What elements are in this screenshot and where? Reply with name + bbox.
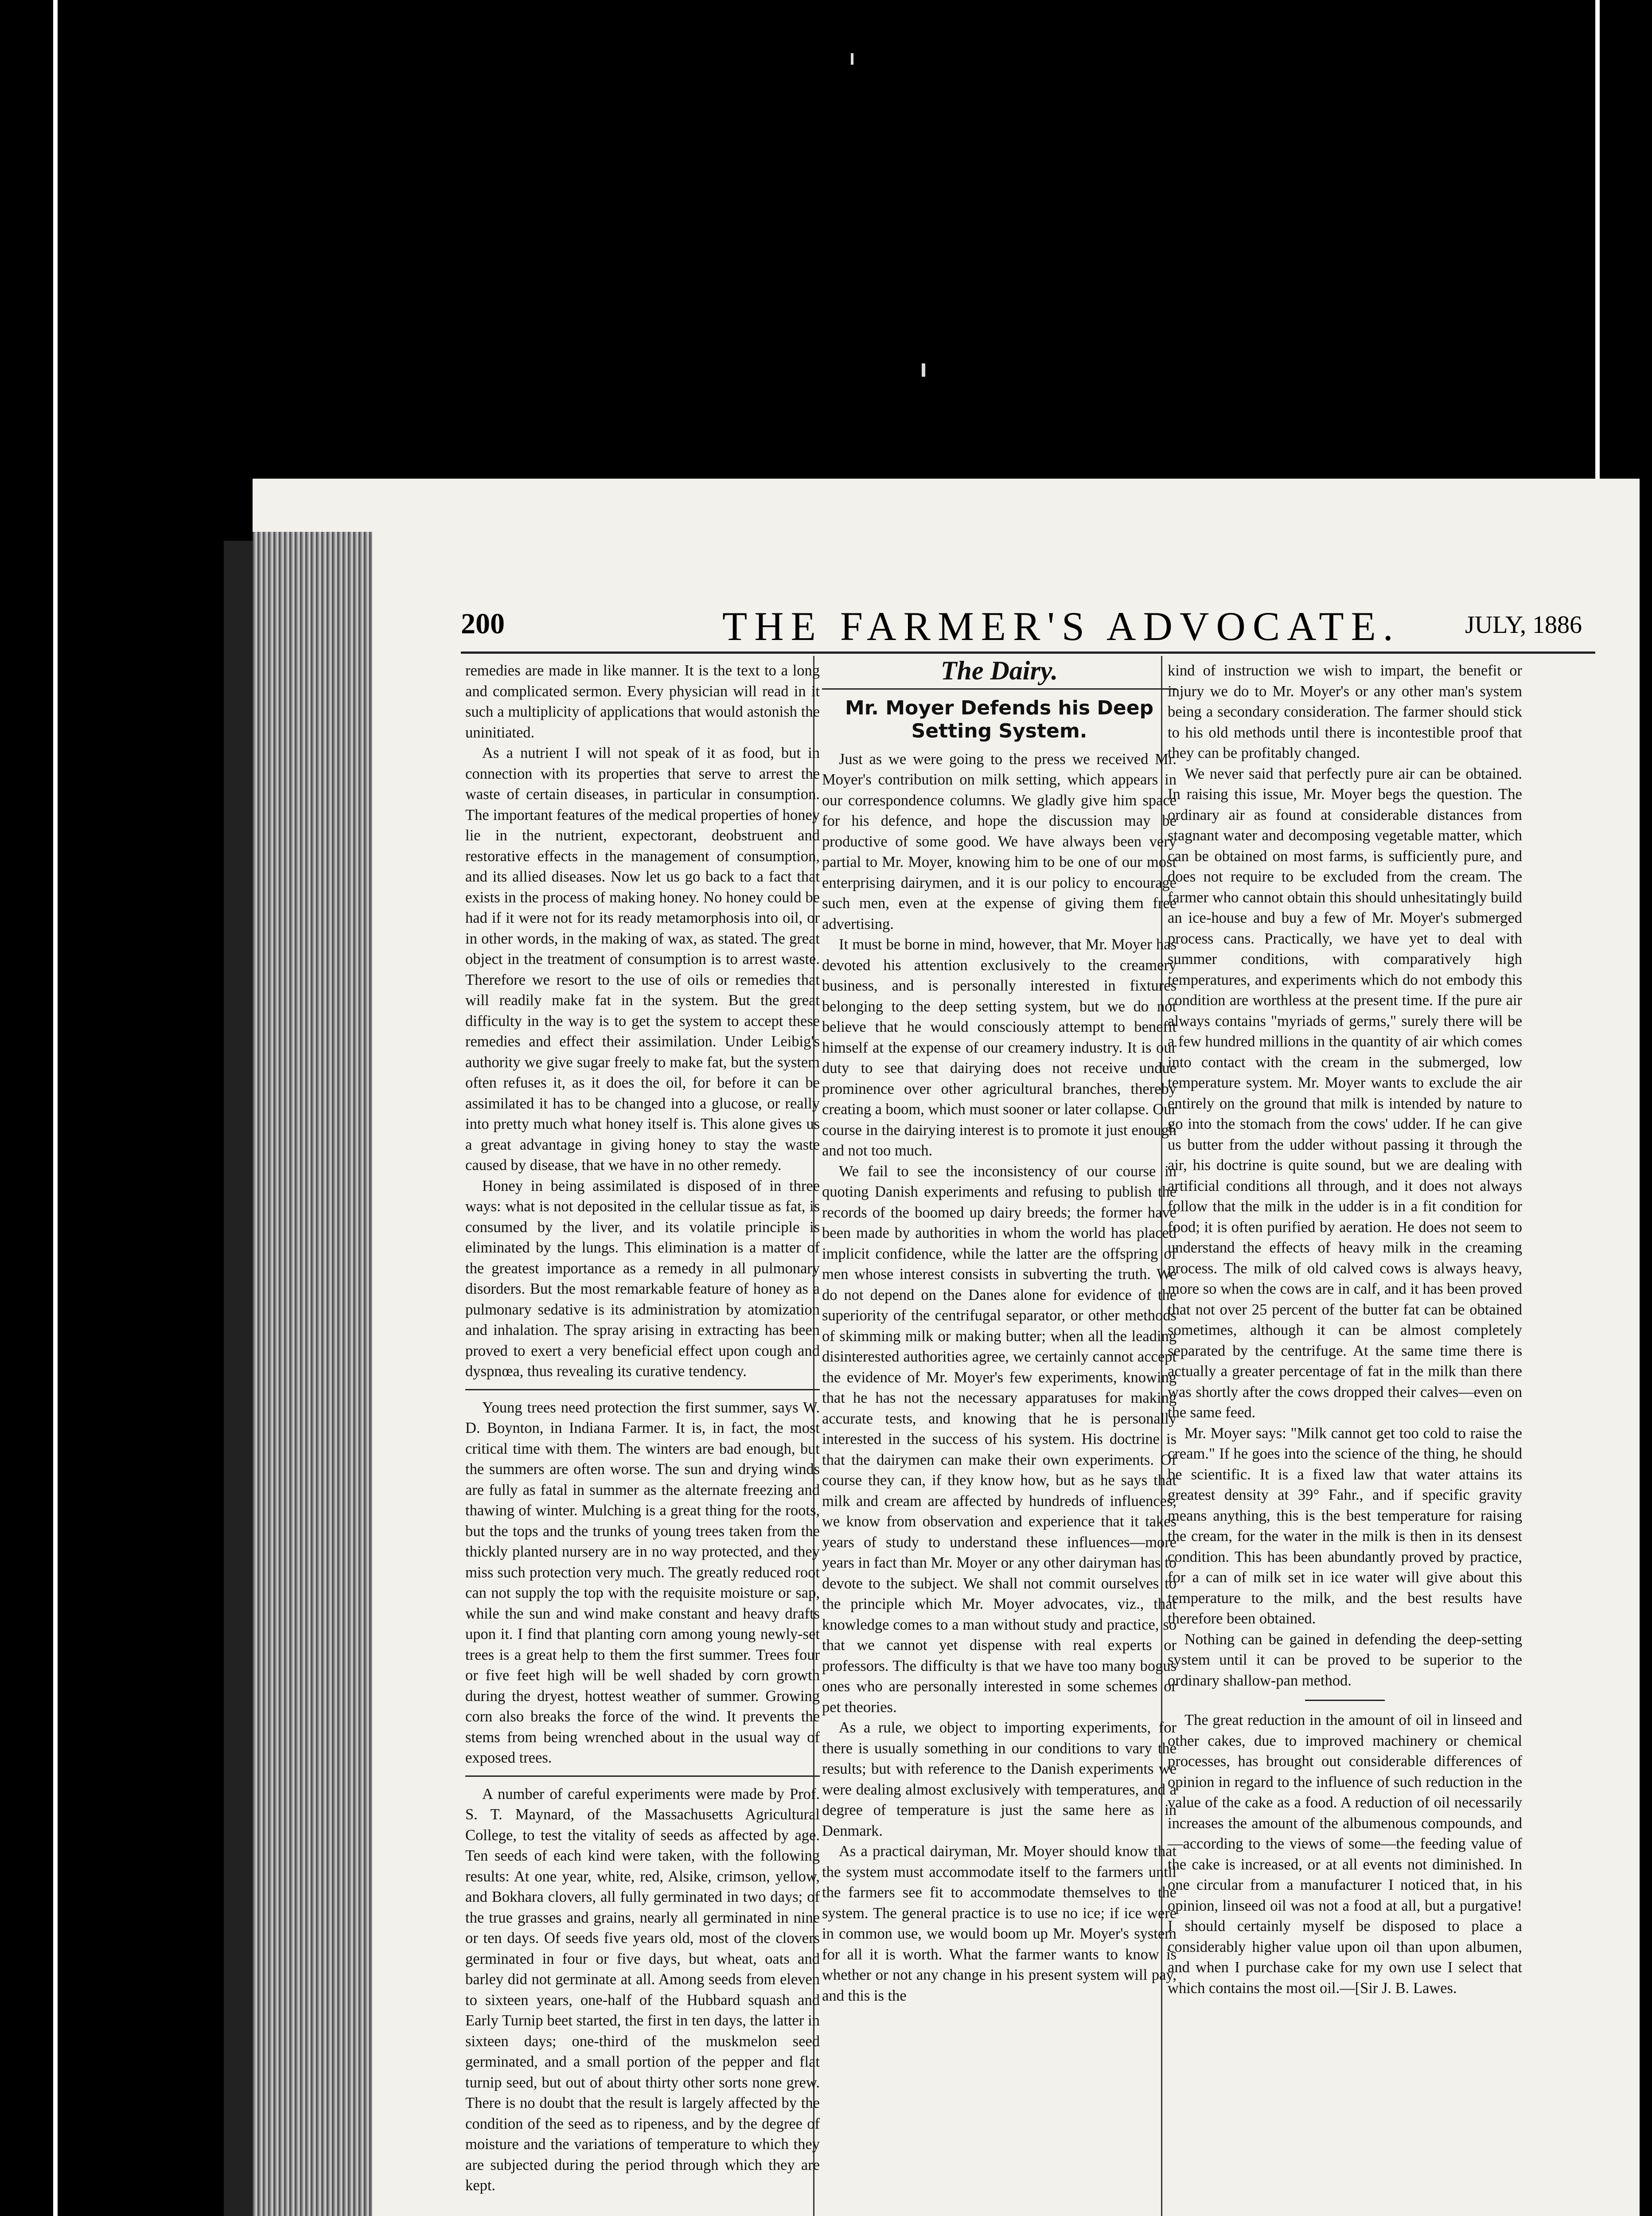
paragraph: A number of careful experiments were made by Prof. S. T. Maynard, of the Massachusetts Agricultural College, to test the vitality of seeds as affected by age. Ten seeds of each kind were taken, with the following results: At one year, white, red, Alsike, crimson, yellow, and Bokhara clovers, all fully germinated in two days; of the true grasses and grains, nearly all germinated in nine or ten days. Of seeds five years old, most of the clovers germinated in four or five days, but wheat, oats and barley did not germinate at all. Among seeds from eleven to sixteen years, one-half of the Hubbard squash and Early Turnip beet started, the first in ten days, the latter in sixteen days; one-third of the muskmelon seed germinated, and a small portion of the pepper and flat turnip seed, but out of about thirty other sorts none grew. There is no doubt that the result is largely affected by the condition of the seed as to ripeness, and by the degree of moisture and the variations of temperature to which they are subjected during the period through which they are kept. [465, 1785, 820, 2194]
journal-title: THE FARMER'S ADVOCATE. [722, 604, 1400, 649]
paragraph: We never said that perfectly pure air can be obtained. In raising this issue, Mr. Moyer begs the question. The ordinary air as found at considerable distances from stagnant water and decomposing vegetable matter, which can be obtained on most farms, is sufficiently pure, and does not require to be excluded from the cream. The farmer who cannot obtain this should unhesitatingly build an ice-house and buy a few of Mr. Moyer's submerged process cans. Practically, we have yet to deal with summer conditions, with comparatively high temperatures, and experiments which do not embody this condition are worthless at the present time. If the pure air always contains "myriads of germs," surely there will be a few hundred millions in the quantity of air which comes into contact with the cream in the submerged, low temperature system. Mr. Moyer wants to exclude the air entirely on the ground that milk is intended by nature to go into the stomach from the cows' udder. If he can give us butter from the udder without passing it through the air, his doctrine is quite sound, but we are dealing with artificial conditions all through, and it does not always follow that the milk in the udder is in a fit condition for food; it is often purified by aeration. He does not seem to understand the effects of heavy milk in the creaming process. The milk of old calved cows is always heavy, more so when the cows are in calf, and it has been proved that not over 25 percent of the butter fat can be obtained sometimes, although it can be almost completely separated by the centrifuge. At the same time there is actually a greater percentage of fat in the milk than there was shortly after the cows dropped their calves—even on the same feed. [1168, 765, 1522, 1421]
paragraph: As a rule, we object to importing experiments, for there is usually something in our conditions to vary the results; but with reference to the Danish experiments we were dealing almost exclusively with temperatures, and a degree of temperature is just the same here as in Denmark. [822, 1719, 1177, 1839]
paragraph: remedies are made in like manner. It is the text to a long and complicated sermon. Every physician will read in it such a multiplicity of applications that would astonish the uninitiated. [465, 662, 820, 741]
section-rule [465, 1775, 820, 1777]
page-header [461, 603, 1635, 652]
header-rule [461, 652, 1595, 654]
paragraph: We fail to see the inconsistency of our course in quoting Danish experiments and refusing to publish the records of the boomed up dairy breeds; the former have been made by authorities in whom the world has placed implicit confidence, while the latter are the offspring of men whose interest consists in subverting the truth. We do not depend on the Danes alone for evidence of the superiority of the centrifugal separator, or other methods of skimming milk or making butter; when all the leading disinterested authorities agree, we certainly cannot accept the evidence of Mr. Moyer's few experiments, knowing that he has not the necessary apparatuses for making accurate tests, and knowing that he is personally interested in the success of his system. His doctrine is that the dairymen can make their own experiments. Of course they can, if they know how, but as he says that milk and cream are affected by hundreds of influences, we know from observation and experience that it takes years of study to understand these influences—more years in fact than Mr. Moyer or any other dairyman has to devote to the subject. We shall not commit ourselves to the principle which Mr. Moyer advocates, viz., that knowledge comes to a man without study and practice, so that we cannot yet dispense with real experts or professors. The difficulty is that we have too many bogus ones who are personally interested in some schemes or pet theories. [822, 1163, 1177, 1716]
binding-shadow [224, 541, 255, 2216]
page-number: 200 [461, 608, 505, 640]
column-2 [822, 656, 1177, 2006]
paragraph: As a nutrient I will not speak of it as food, but in connection with its properties that serve to arrest the waste of certain diseases, in particular in consumption. The important features of the medical properties of honey lie in the nutrient, expectorant, deobstruent and restorative effects in the management of consumption, and its allied diseases. Now let us go back to a fact that exists in the process of making honey. No honey could be had if it were not for its ready metamorphosis into oil, or in other words, in the making of wax, as stated. The great object in the treatment of consumption is to arrest waste. Therefore we resort to the use of oils or remedies that will readily make fat in the system. But the great difficulty in the way is to get the system to accept these remedies and effect their assimilation. Under Leibig's authority we give sugar freely to make fat, but the system often refuses it, as it does the oil, for before it can be assimilated it has to be changed into a glucose, or really into pretty much what honey itself is. This alone gives us a great advantage in giving honey to stay the waste caused by disease, that we have in no other remedy. [465, 745, 820, 1174]
paragraph: kind of instruction we wish to impart, the benefit or injury we do to Mr. Moyer's or any other man's system being a secondary consideration. The farmer should stick to his old methods until there is incontestible proof that they can be profitably changed. [1168, 662, 1522, 761]
section-rule [822, 688, 1177, 690]
paragraph: Nothing can be gained in defending the deep-setting system until it can be proved to be superior to the ordinary shallow-pan method. [1168, 1631, 1522, 1689]
paragraph: The great reduction in the amount of oil in linseed and other cakes, due to improved machinery or chemical processes, has brought out considerable differences of opinion in regard to the influence of such reduction in the value of the cake as a food. A reduction of oil necessarily increases the amount of the albumenous compounds, and—according to the views of some—the feeding value of the cake is increased, or at all events not diminished. In one circular from a manufacturer I noticed that, in his opinion, linseed oil was not a food at all, but a purgative! I should certainly myself be disposed to place a considerably higher value upon oil than upon albumen, and when I purchase cake for my own use I select that which contains the most oil.—[Sir J. B. Lawes. [1168, 1712, 1522, 1997]
scan-speck [922, 363, 925, 377]
column-1 [465, 660, 820, 2196]
bound-page-edges [253, 532, 372, 2216]
article-title: Mr. Moyer Defends his Deep Setting System. [845, 696, 1154, 742]
section-title: The Dairy. [940, 656, 1058, 685]
paragraph: Young trees need protection the first summer, says W. D. Boynton, in Indiana Farmer. It is, in fact, the most critical time with them. The winters are bad enough, but the summers are often worse. The sun and drying winds are fully as fatal in summer as the alternate freezing and thawing of winter. Mulching is a great thing for the roots, but the tops and the trunks of young trees taken from the thickly planted nursery are in no way protected, and they miss such protection very much. The greatly reduced root can not supply the top with the requisite moisture or sap, while the sun and wind make constant and heavy drafts upon it. I find that planting corn among young newly-set trees is a great help to them the first summer. Trees four or five feet high will be well shaded by corn growth during the dryest, hottest weather of summer. Growing corn also breaks the force of the wind. It prevents the stems from being wrenched about in the usual way of exposed trees. [465, 1399, 820, 1766]
section-rule [1305, 1700, 1385, 1701]
scan-border-left [53, 0, 58, 2216]
section-rule [465, 1389, 820, 1390]
paragraph: Honey in being assimilated is disposed of in three ways: what is not deposited in the cellular tissue as fat, is consumed by the liver, and its volatile principle is eliminated by the lungs. This elimination is a matter of the greatest importance as a remedy in all pulmonary disorders. But the most remarkable feature of honey as a pulmonary sedative is its administration by atomization and inhalation. The spray arising in extracting has been proved to exert a very beneficial effect upon cough and dyspnœa, thus revealing its curative tendency. [465, 1177, 820, 1380]
paragraph: It must be borne in mind, however, that Mr. Moyer has devoted his attention exclusively to the creamery business, and is personally interested in fixtures belonging to the deep setting system, but we do not believe that he would consciously attempt to benefit himself at the expense of our creamery industry. It is our duty to see that dairying does not receive undue prominence over other agricultural branches, thereby creating a boom, which must sooner or later collapse. Our course in the dairying interest is to promote it just enough and not too much. [822, 936, 1177, 1159]
scan-speck [851, 53, 853, 65]
column-3 [1168, 660, 1522, 1998]
issue-date: JULY, 1886 [1465, 611, 1582, 639]
paragraph: Just as we were going to the press we received Mr. Moyer's contribution on milk setting, which appears in our correspondence columns. We gladly give him space for his defence, and hope the discussion may be productive of some good. We have always been very partial to Mr. Moyer, knowing him to be one of our most enterprising dairymen, and it is our policy to encourage such men, even at the expense of giving them free advertising. [822, 750, 1177, 932]
paragraph: Mr. Moyer says: "Milk cannot get too cold to raise the cream." If he goes into the science of the thing, he should be scientific. It is a fixed law that water attains its greatest density at 39° Fahr., and if specific gravity means anything, this is the best temperature for raising the cream, for the water in the milk is then in its densest condition. This has been abundantly proved by practice, for a can of milk set in ice water will give about this temperature to the milk, and the best results have therefore been obtained. [1168, 1424, 1522, 1627]
paragraph: As a practical dairyman, Mr. Moyer should know that the system must accommodate itself to the farmers until the farmers see fit to accommodate themselves to the system. The general practice is to use no ice; if ice were in common use, we would boom up Mr. Moyer's system for all it is worth. What the farmer wants to know is whether or not any change in his present system will pay, and this is the [822, 1843, 1177, 2004]
